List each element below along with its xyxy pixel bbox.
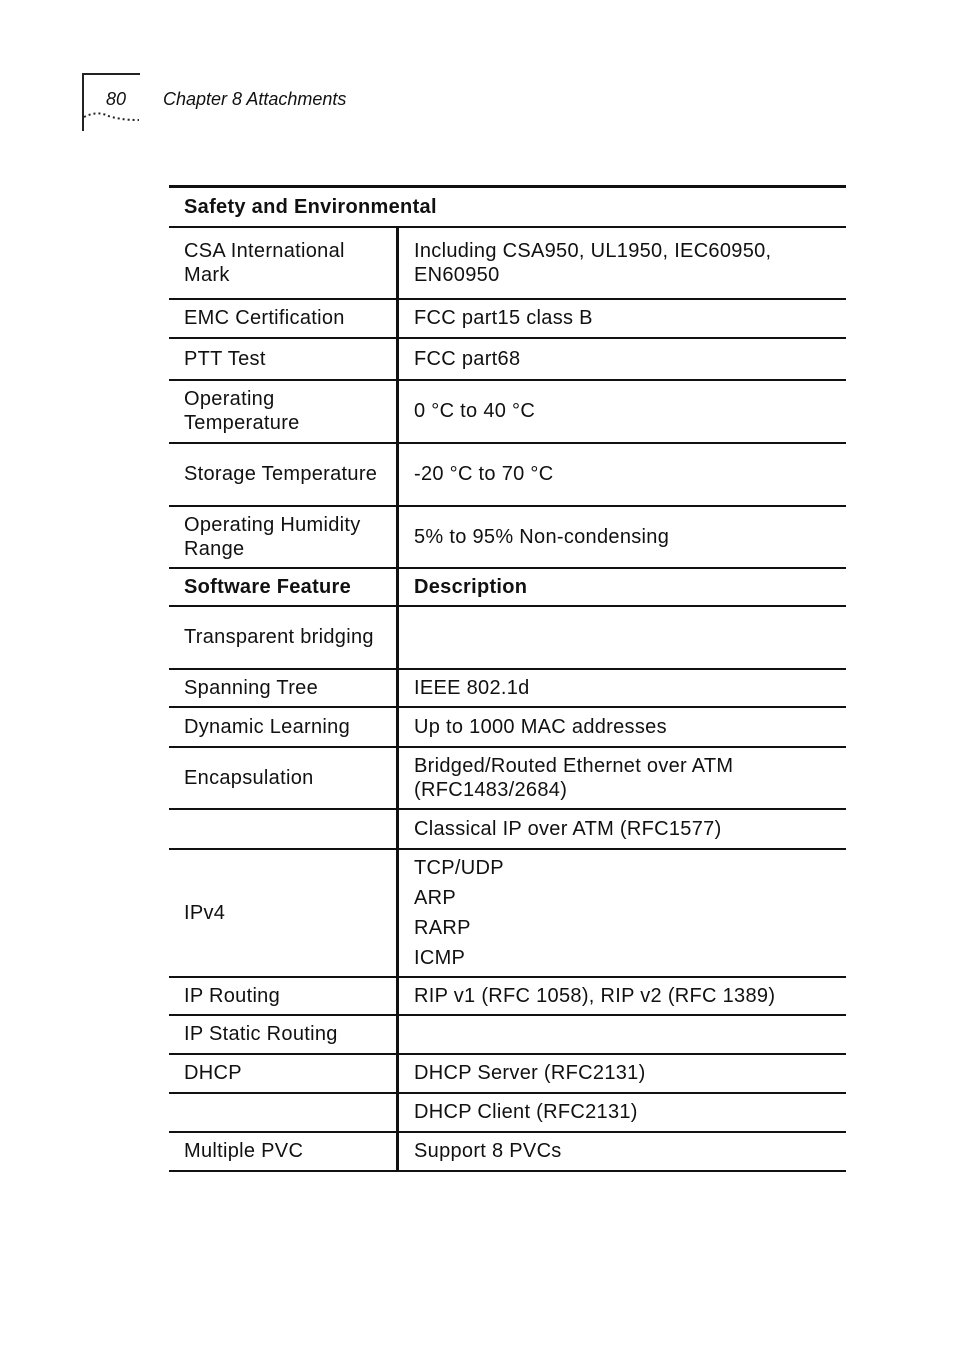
software-feature-header: Software Feature bbox=[169, 568, 398, 606]
row-label bbox=[169, 1093, 398, 1132]
row-value bbox=[398, 606, 847, 669]
row-value: Up to 1000 MAC addresses bbox=[398, 707, 847, 747]
protocol-item: ARP bbox=[414, 886, 457, 909]
row-value: 5% to 95% Non-condensing bbox=[398, 506, 847, 568]
table-row bbox=[169, 707, 846, 747]
table-row bbox=[169, 506, 846, 568]
table-row bbox=[169, 1093, 846, 1132]
row-label: IP Static Routing bbox=[169, 1015, 398, 1054]
table-row bbox=[169, 227, 846, 299]
table-row bbox=[169, 849, 846, 977]
row-value: 0 °C to 40 °C bbox=[398, 380, 847, 443]
row-label: Multiple PVC bbox=[169, 1132, 398, 1171]
description-header: Description bbox=[398, 568, 847, 606]
row-value: Classical IP over ATM (RFC1577) bbox=[398, 809, 847, 849]
page-number: 80 bbox=[106, 89, 127, 109]
table-row bbox=[169, 809, 846, 849]
row-value: Support 8 PVCs bbox=[398, 1132, 847, 1171]
row-label bbox=[169, 809, 398, 849]
row-label: IPv4 bbox=[169, 849, 398, 977]
row-value: FCC part68 bbox=[398, 338, 847, 380]
row-value: FCC part15 class B bbox=[398, 299, 847, 338]
row-label: CSA International Mark bbox=[169, 227, 398, 299]
row-value: DHCP Server (RFC2131) bbox=[398, 1054, 847, 1093]
table-row bbox=[169, 606, 846, 669]
table-row bbox=[169, 1015, 846, 1054]
row-label: Transparent bridging bbox=[169, 606, 398, 669]
table-section-header-row bbox=[169, 187, 846, 227]
row-label: Operating Humidity Range bbox=[169, 506, 398, 568]
table-row bbox=[169, 380, 846, 443]
table-row bbox=[169, 443, 846, 506]
row-label: IP Routing bbox=[169, 977, 398, 1015]
table-subheader-row bbox=[169, 568, 846, 606]
table-row bbox=[169, 1132, 846, 1171]
row-label: PTT Test bbox=[169, 338, 398, 380]
protocol-item: ICMP bbox=[414, 946, 466, 969]
row-label: Encapsulation bbox=[169, 747, 398, 809]
dotted-curve-ornament bbox=[82, 109, 140, 129]
table-row bbox=[169, 299, 846, 338]
section-title: Safety and Environmental bbox=[169, 187, 846, 227]
row-label: Spanning Tree bbox=[169, 669, 398, 707]
row-value: RIP v1 (RFC 1058), RIP v2 (RFC 1389) bbox=[398, 977, 847, 1015]
row-label: EMC Certification bbox=[169, 299, 398, 338]
row-value bbox=[398, 1015, 847, 1054]
row-label: DHCP bbox=[169, 1054, 398, 1093]
specifications-table bbox=[169, 185, 846, 1172]
corner-horizontal-rule bbox=[82, 73, 140, 75]
chapter-title: Chapter 8 Attachments bbox=[163, 89, 347, 109]
row-label: Operating Temperature bbox=[169, 380, 398, 443]
table-row bbox=[169, 669, 846, 707]
table-row bbox=[169, 747, 846, 809]
row-label: Dynamic Learning bbox=[169, 707, 398, 747]
row-value: Including CSA950, UL1950, IEC60950, EN60950 bbox=[398, 227, 847, 299]
table-row bbox=[169, 1054, 846, 1093]
table-row bbox=[169, 977, 846, 1015]
row-value: IEEE 802.1d bbox=[398, 669, 847, 707]
row-label: Storage Temperature bbox=[169, 443, 398, 506]
protocol-item: RARP bbox=[414, 916, 471, 939]
row-value: -20 °C to 70 °C bbox=[398, 443, 847, 506]
protocol-item: TCP/UDP bbox=[414, 856, 504, 879]
table-row bbox=[169, 338, 846, 380]
row-value: DHCP Client (RFC2131) bbox=[398, 1093, 847, 1132]
row-value-list bbox=[398, 849, 847, 977]
row-value: Bridged/Routed Ethernet over ATM (RFC1483/2684) bbox=[398, 747, 847, 809]
